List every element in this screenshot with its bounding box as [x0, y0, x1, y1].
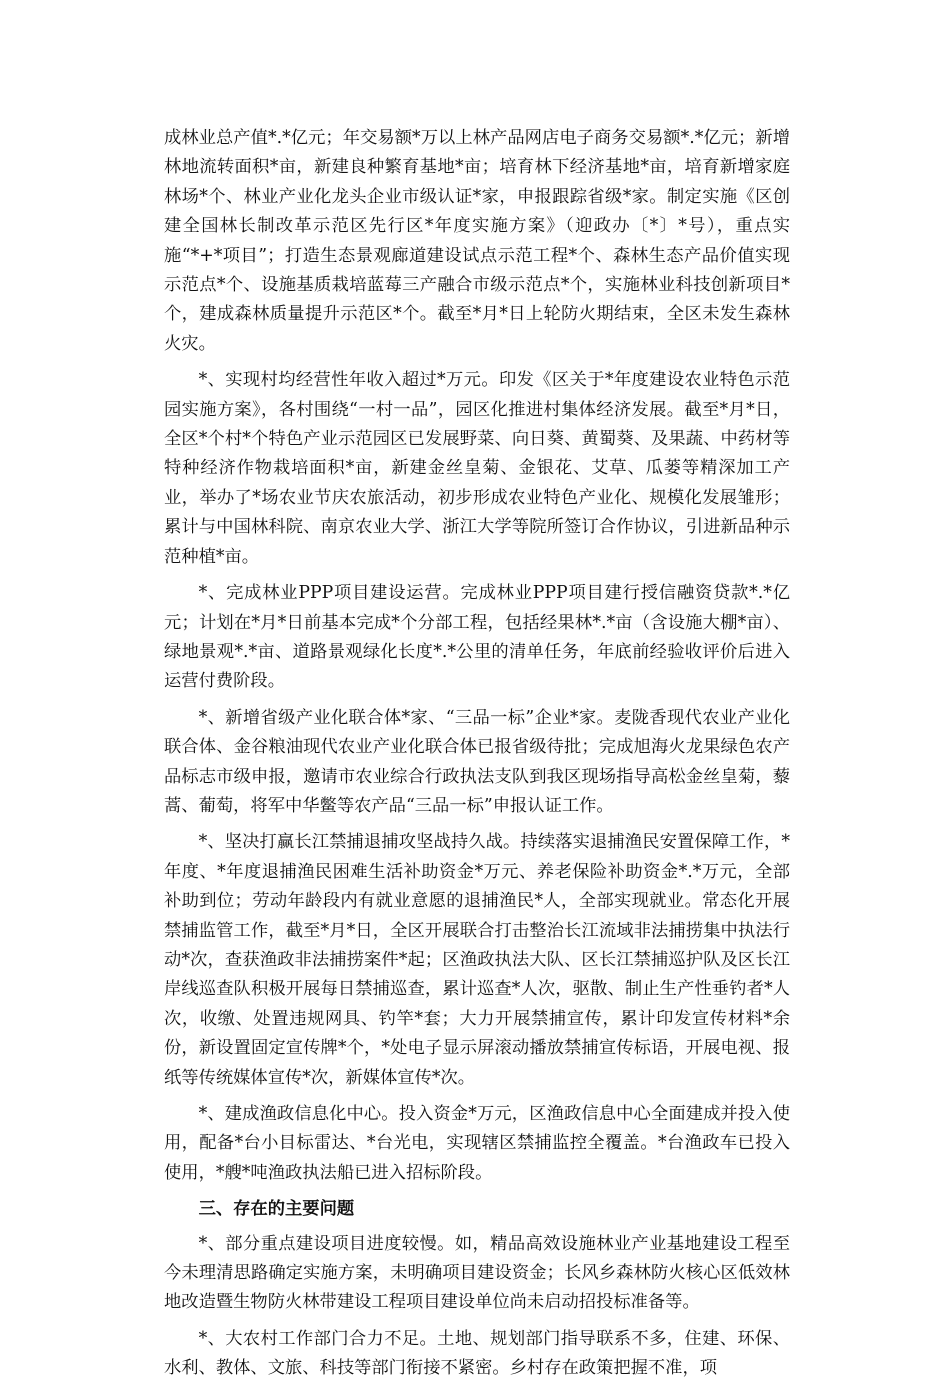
paragraph-yangtze-fishing-ban: *、坚决打赢长江禁捕退捕攻坚战持久战。持续落实退捕渔民安置保障工作，*年度、*年度退捕渔民困难生活补助资金*万元、养老保险补助资金*.*万元，全部补助到位；劳动年龄段内有就业意愿的退捕渔民*人，全部实现就业。常态化开展禁捕监管工作，截至*月*日，全区开展联合打击整治长江流域非法捕捞集中执法行动*次，查获渔政非法捕捞案件*起；区渔政执法大队、区长江禁捕巡护队及区长江岸线巡查队积极开展每日禁捕巡查，累计巡查*人次，驱散、制止生产性垂钓者*人次，收缴、处置违规网具、钓竿*套；大力开展禁捕宣传，累计印发宣传材料*余份，新设置固定宣传牌*个，*处电子显示屏滚动播放禁捕宣传标语，开展电视、报纸等传统媒体宣传*次，新媒体宣传*次。 [164, 832, 790, 1088]
paragraph-fishery-info-center: *、建成渔政信息化中心。投入资金*万元，区渔政信息中心全面建成并投入使用，配备*台小目标雷达、*台光电，实现辖区禁捕监控全覆盖。*台渔政车已投入使用，*艘*吨渔政执法船已进入招标阶段。 [164, 1104, 790, 1183]
document-page [164, 124, 790, 1391]
paragraph-industrial-consortium: *、新增省级产业化联合体*家、“三品一标”企业*家。麦陇香现代农业产业化联合体、金谷粮油现代农业产业化联合体已报省级待批；完成旭海火龙果绿色农产品标志市级申报，邀请市农业综合行政执法支队到我区现场指导高松金丝皇菊，藜蒿、葡萄，将军中华鳖等农产品“三品一标”申报认证工作。 [164, 707, 790, 816]
section-heading-main-problems: 三、存在的主要问题 [198, 1199, 355, 1220]
paragraph-village-income: *、实现村均经营性年收入超过*万元。印发《区关于*年度建设农业特色示范园实施方案》，各村围绕“一村一品”，园区化推进村集体经济发展。截至*月*日，全区*个村*个特色产业示范园区已发展野菜、向日葵、黄蜀葵、及果蔬、中药材等特种经济作物栽培面积*亩，新建金丝皇菊、金银花、艾草、瓜蒌等精深加工产业，举办了*场农业节庆农旅活动，初步形成农业特色产业化、规模化发展雏形；累计与中国林科院、南京农业大学、浙江大学等院所签订合作协议，引进新品种示范种植*亩。 [164, 370, 790, 567]
paragraph-department-coordination: *、大农村工作部门合力不足。土地、规划部门指导联系不多，住建、环保、水利、教体、文旅、科技等部门衔接不紧密。乡村存在政策把握不准，项 [164, 1328, 790, 1379]
paragraph-forestry-output: 成林业总产值*.*亿元；年交易额*万以上林产品网店电子商务交易额*.*亿元；新增林地流转面积*亩，新建良种繁育基地*亩；培育林下经济基地*亩，培育新增家庭林场*个、林业产业化龙头企业市级认证*家，申报跟踪省级*家。制定实施《区创建全国林长制改革示范区先行区*年度实施方案》（迎政办〔*〕*号），重点实施“*+*项目”；打造生态景观廊道建设试点示范工程*个、森林生态产品价值实现示范点*个、设施基质栽培蓝莓三产融合市级示范点*个，实施林业科技创新项目*个，建成森林质量提升示范区*个。截至*月*日上轮防火期结束，全区未发生森林火灾。 [164, 128, 790, 354]
paragraph-ppp-project: *、完成林业PPP项目建设运营。完成林业PPP项目建行授信融资贷款*.*亿元；计划在*月*日前基本完成*个分部工程，包括经果林*.*亩（含设施大棚*亩）、绿地景观*.*亩、道路景观绿化长度*.*公里的清单任务，年底前经验收评价后进入运营付费阶段。 [164, 583, 790, 692]
paragraph-project-progress: *、部分重点建设项目进度较慢。如，精品高效设施林业产业基地建设工程至今未理清思路确定实施方案，未明确项目建设资金；长风乡森林防火核心区低效林地改造暨生物防火林带建设工程项目建设单位尚未启动招投标准备等。 [164, 1233, 790, 1313]
